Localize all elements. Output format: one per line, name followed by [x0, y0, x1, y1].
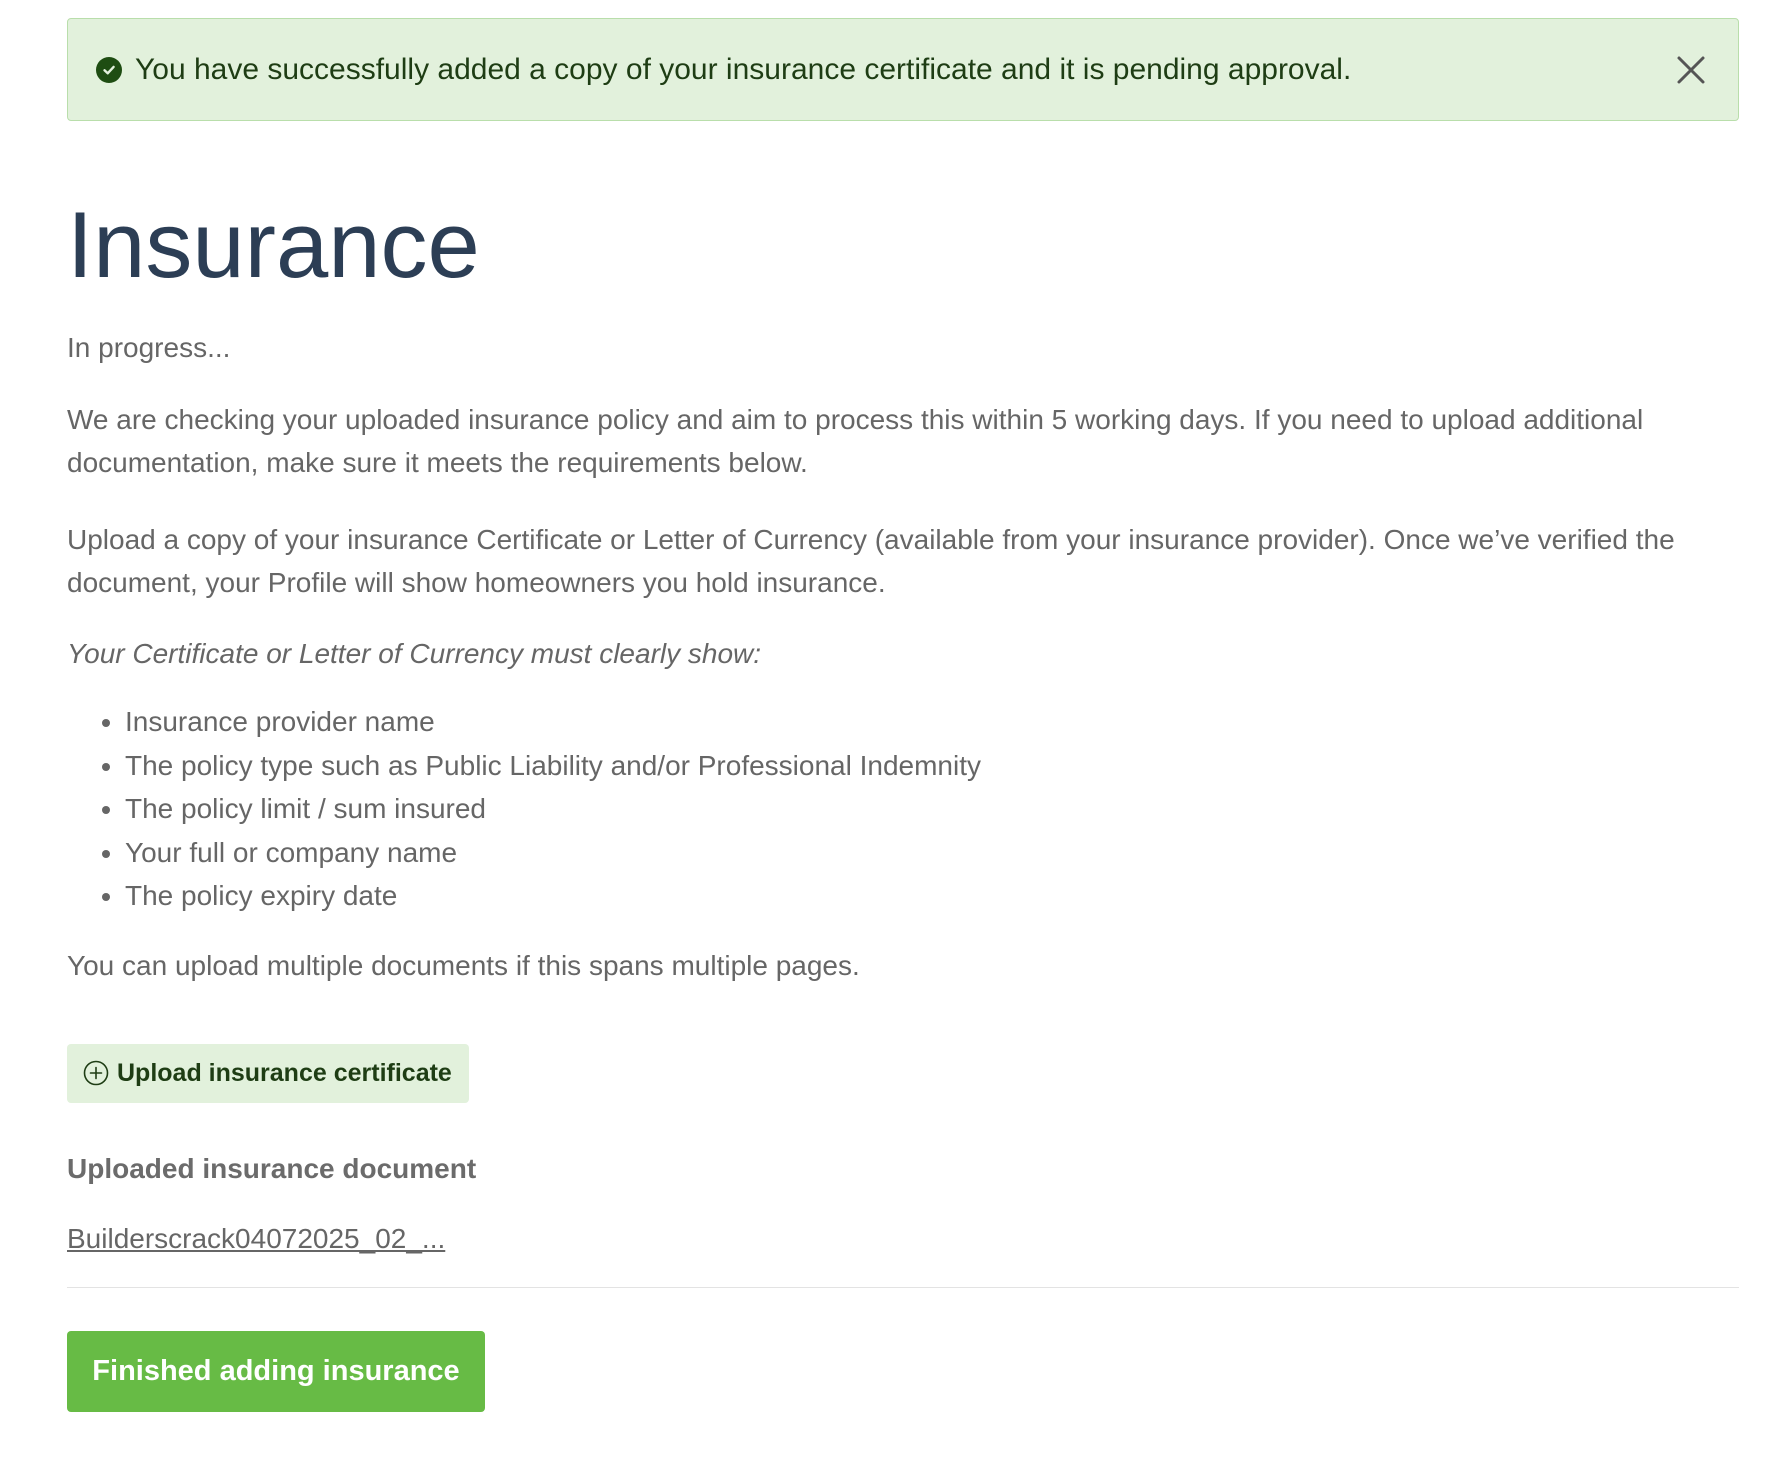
success-alert [67, 18, 1739, 121]
uploaded-document-label: Uploaded insurance document [67, 1152, 477, 1184]
list-item: • Your full or company name [125, 831, 1739, 875]
requirements-list [67, 700, 1739, 918]
plus-circle-icon [83, 1060, 109, 1086]
checking-paragraph: We are checking your uploaded insurance policy and aim to process this within 5 working days. If you need to upload additional documentation, make sure it meets the requirements below. [67, 404, 1644, 479]
multiple-documents-note: You can upload multiple documents if this spans multiple pages. [67, 949, 860, 981]
list-item: • The policy limit / sum insured [125, 787, 1739, 831]
upload-instructions-paragraph: Upload a copy of your insurance Certificate or Letter of Currency (available from your insurance provider). Once we’ve verified the document, your Profile will show homeowners you hold insurance. [67, 524, 1675, 599]
status-text: In progress... [67, 332, 231, 364]
finished-adding-insurance-button[interactable]: Finished adding insurance [67, 1331, 485, 1412]
list-item: • Insurance provider name [125, 700, 1739, 744]
list-item: • The policy expiry date [125, 874, 1739, 918]
uploaded-document-link[interactable]: Builderscrack04072025_02_... [67, 1222, 446, 1254]
requirements-heading: Your Certificate or Letter of Currency must clearly show: [67, 638, 762, 670]
check-circle-icon [96, 57, 122, 83]
upload-certificate-button[interactable] [67, 1044, 469, 1103]
close-icon[interactable] [1674, 53, 1708, 87]
insurance-page [67, 18, 1739, 1412]
alert-message: You have successfully added a copy of your insurance certificate and it is pending approval. [135, 52, 1352, 86]
upload-button-label: Upload insurance certificate [117, 1058, 452, 1087]
page-title: Insurance [67, 192, 480, 297]
list-item: • The policy type such as Public Liability and/or Professional Indemnity [125, 744, 1739, 788]
